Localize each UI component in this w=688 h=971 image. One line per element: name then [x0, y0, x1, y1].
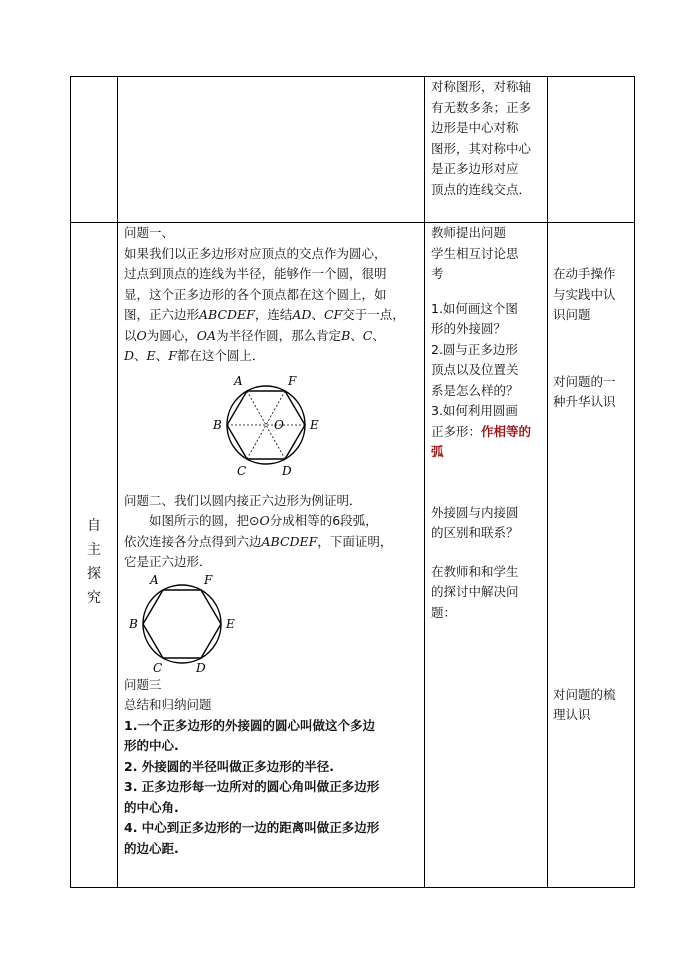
vertex-label-c: C — [237, 463, 247, 478]
question-2: 问题二、我们以圆内接正六边形为例证明． 如图所示的圆，把⊙O分成相等的6段弧， 依次连接各分点得到六边ABCDEF，下面证明， 它是正六边形． A F B E C D — [124, 491, 420, 673]
vertex-label-b: B — [213, 417, 222, 432]
empty-cell — [118, 77, 425, 223]
vertex-label-a: A — [234, 373, 243, 388]
question-3: 问题三 总结和归纳问题 1.一个正多边形的外接圆的圆心叫做这个多边 形的中心. 2. 外接圆的半径叫做正多边形的半径. 3. 正多边形每一边所对的圆心角叫做正多边形 的中心角. 4. 中心到正多边形的一边的距离叫做正多边形 的边心距. — [124, 675, 420, 860]
vertex-label-b: B — [129, 616, 138, 631]
empty-cell — [71, 77, 118, 223]
circumcircle — [227, 386, 305, 464]
design-intent-cell: 在动手操作 与实践中认 识问题 对问题的一 种升华认识 对问题的梳 理认识 — [548, 223, 635, 888]
vertex-label-c: C — [153, 660, 163, 673]
symmetry-note-cell — [425, 77, 548, 223]
vertex-label-a: A — [150, 572, 159, 587]
text-line: 边形是中心对称 — [431, 120, 519, 135]
vertex-label-e: E — [310, 417, 319, 432]
section-label-cell — [71, 223, 118, 888]
teacher-student-activity-cell: 教师提出问题 学生相互讨论思 考 1.如何画这个图 形的外接圆？ 2.圆与正多边形 顶点以及位置关 系是怎么样的？ 3.如何利用圆画 正多形：作相等的 弧 外接圆与内接圆 的区别和联系？ 在教师和和学生 的探讨中解决问 题： — [425, 223, 548, 888]
hexagon — [227, 391, 305, 459]
circumcircle — [143, 585, 221, 663]
text-line: 图形，其对称中心 — [431, 140, 532, 156]
vertex-label-d: D — [282, 463, 292, 478]
vertex-label-d: D — [196, 660, 206, 673]
hexagon-figure-1 — [124, 371, 424, 481]
hexagon — [143, 590, 221, 658]
center-label-o: O — [274, 417, 284, 432]
text-line: 有无数多条；正多 — [431, 99, 532, 115]
vertex-label-e: E — [226, 616, 235, 631]
table-row — [71, 77, 635, 223]
text-line: 对称图形，对称轴 — [431, 79, 532, 94]
text-line: 是正多边形对应 — [431, 161, 519, 176]
content-cell — [118, 223, 425, 888]
question-title: 问题三 — [124, 676, 162, 692]
lesson-plan-table — [70, 76, 635, 888]
empty-cell — [548, 77, 635, 223]
question-title: 问题一、 — [124, 225, 175, 240]
vertex-label-f: F — [204, 572, 213, 587]
table-row — [71, 223, 635, 888]
section-label: 自 主 探 究 — [87, 518, 101, 606]
question-1: 问题一、 如果我们以正多边形对应顶点的交点作为圆心， 过点到顶点的连线为半径，能够作一个圆，很明 显，这个正多边形的各个顶点都在这个圆上，如 图，正六边形ABCDEF，连结AD、CF交于一点， 以O为圆心，OA为半径作圆，那么肯定B、C、 D、E、F都在这个圆上． A F B O E C D — [124, 223, 420, 481]
text-line: 顶点的连线交点． — [431, 181, 532, 197]
vertex-label-f: F — [288, 373, 297, 388]
hexagon-figure-2 — [124, 573, 424, 673]
